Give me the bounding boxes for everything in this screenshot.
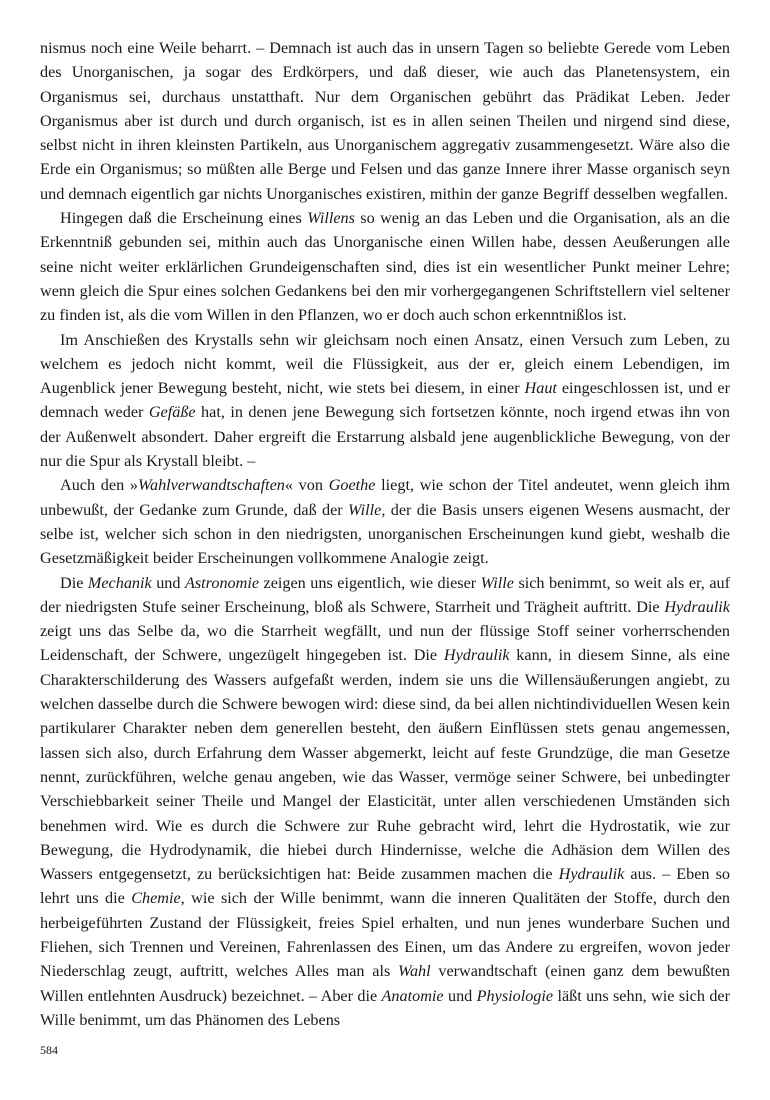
emphasis-text: Goethe bbox=[328, 476, 376, 495]
emphasis-text: Wille bbox=[348, 500, 382, 519]
emphasis-text: Astronomie bbox=[184, 573, 260, 592]
text-run: aus. – Eben so lehrt uns die bbox=[40, 865, 731, 908]
text-run: läßt uns sehn, wie sich der Wille benimmt, um das Phänomen des Lebens bbox=[40, 986, 731, 1029]
emphasis-text: Wahl bbox=[397, 962, 431, 981]
paragraph bbox=[40, 36, 730, 206]
page-number: 584 bbox=[40, 1043, 58, 1057]
paragraph bbox=[40, 473, 730, 570]
text-run: zeigt uns das Selbe da, wo die Starrheit wegfällt, und nun der flüssige Stoff seiner vorherrschenden Leidenschaft, der Schwere, ungezügelt hingegeben ist. Die bbox=[40, 622, 730, 665]
emphasis-text: Haut bbox=[524, 379, 557, 398]
text-run: liegt, wie schon der Titel andeutet, wenn gleich ihm unbewußt, der Gedanke zum Grunde, daß der bbox=[40, 476, 730, 519]
text-run: , wie sich der Wille benimmt, wann die inneren Qualitäten der Stoffe, durch den herbeigeführten Zustand der Flüssigkeit, freies Spiel erhalten, und nun jenes wunderbare Suchen und Fliehen, sich Trennen und Vereinen, Fahrenlassen des Einen, um das Andere zu ergreifen, wovon jeder Niederschlag zeugt, auftritt, welches Alles man als bbox=[40, 889, 730, 981]
emphasis-text: Chemie bbox=[131, 889, 181, 908]
emphasis-text: Anatomie bbox=[381, 986, 444, 1005]
text-run: sich benimmt, so weit als er, auf der niedrigsten Stufe seiner Erscheinung, bloß als Schwere, Starrheit und Trägheit auftritt. Die bbox=[40, 573, 730, 616]
emphasis-text: Hydraulik bbox=[558, 865, 625, 884]
text-run: verwandtschaft (einen ganz dem bewußten Willen entlehnten Ausdruck) bezeichnet. – Aber die bbox=[40, 962, 730, 1005]
emphasis-text: Hydraulik bbox=[664, 597, 730, 616]
text-run: hat, in denen jene Bewegung sich fortsetzen könnte, noch irgend etwas ihn von der Außenwelt absondert. Daher ergreift die Erstarrung alsbald jene augenblickliche Bewegung, von der nur die Spur als Krystall bleibt. – bbox=[40, 403, 730, 471]
paragraph bbox=[40, 328, 730, 474]
page-body bbox=[40, 36, 730, 1032]
text-run: eingeschlossen ist, und er demnach weder bbox=[40, 379, 730, 422]
text-run: Im Anschießen des Krystalls sehn wir gleichsam noch einen Ansatz, einen Versuch zum Leben, zu welchem es jedoch nicht kommt, weil die Flüssigkeit, aus der er, gleich einem Lebendigen, im Augenblick jener Bewegung besteht, nicht, wie stets bei diesem, in einer bbox=[40, 330, 730, 398]
paragraph bbox=[40, 571, 730, 1033]
text-run: und bbox=[443, 986, 477, 1005]
text-run: Auch den » bbox=[60, 476, 138, 495]
text-run: nismus noch eine Weile beharrt. – Demnach ist auch das in unsern Tagen so beliebte Gerede vom Leben des Unorganischen, ja sogar des Erdkörpers, und daß dieser, wie auch das Planetensystem, ein Organismus sei, durchaus unstatthaft. Nur dem Organischen gebührt das Prädikat Leben. Jeder Organismus aber ist durch und durch organisch, ist es in allen seinen Theilen und nirgend sind diese, selbst nicht in ihren kleinsten Partikeln, aus Unorganischem aggregativ zusammengesetzt. Wäre also die Erde ein Organismus; so müßten alle Berge und Felsen und das ganze Innere ihrer Masse organisch seyn und demnach eigentlich gar nichts Unorganisches existiren, mithin der ganze Begriff desselben wegfallen. bbox=[40, 39, 730, 203]
text-run: zeigen uns eigentlich, wie dieser bbox=[259, 573, 481, 592]
text-run: , der die Basis unsers eigenen Wesens ausmacht, der selbe ist, welcher sich schon in den niedrigsten, unorganischen Erscheinungen kund giebt, weshalb die Gesetzmäßigkeit beider Erscheinungen vollkommene Analogie zeigt. bbox=[40, 500, 730, 568]
text-run: so wenig an das Leben und die Organisation, als an die Erkenntniß gebunden sei, mithin auch das Unorganische einen Willen habe, dessen Aeußerungen alle seine nicht weiter erklärlichen Grundeigenschaften sind, dies ist ein wesentlicher Punkt meiner Lehre; wenn gleich die Spur eines solchen Gedankens bei den mir vorhergegangenen Schriftstellern viel seltener zu finden ist, als die vom Willen in den Pflanzen, wo er doch auch schon erkenntnißlos ist. bbox=[40, 209, 730, 325]
text-run: « von bbox=[284, 476, 329, 495]
emphasis-text: Willens bbox=[307, 209, 355, 228]
paragraph bbox=[40, 206, 730, 327]
emphasis-text: Hydraulik bbox=[443, 646, 510, 665]
text-run: Die bbox=[60, 573, 88, 592]
emphasis-text: Gefäße bbox=[148, 403, 196, 422]
text-run: und bbox=[151, 573, 185, 592]
emphasis-text: Wille bbox=[480, 573, 514, 592]
text-run: kann, in diesem Sinne, als eine Charakterschilderung des Wassers aufgefaßt werden, indem sie uns die Willensäußerungen angiebt, zu welchen dasselbe durch die Schwere bewogen wird: diese sind, da bei allen nichtindividuellen Wesen kein partikularer Charakter neben dem generellen besteht, den äußern Einflüssen stets genau angemessen, lassen sich also, durch Erfahrung dem Wasser abgemerkt, leicht auf feste Grundzüge, die man Gesetze nennt, zurückführen, welche genau angeben, wie das Wasser, vermöge seiner Schwere, bei unbedingter Verschiebbarkeit seiner Theile und Mangel der Elasticität, unter allen verschiedenen Umständen sich benehmen wird. Wie es durch die Schwere zur Ruhe gebracht wird, lehrt die Hydrostatik, wie zur Bewegung, die Hydrodynamik, die hiebei durch Hindernisse, welche die Adhäsion dem Willen des Wassers entgegensetzt, zu berücksichtigen hat: Beide zusammen machen die bbox=[40, 646, 730, 884]
emphasis-text: Mechanik bbox=[87, 573, 152, 592]
emphasis-text: Physiologie bbox=[476, 986, 554, 1005]
emphasis-text: Wahlverwandtschaften bbox=[137, 476, 285, 495]
text-run: Hingegen daß die Erscheinung eines bbox=[60, 209, 308, 228]
